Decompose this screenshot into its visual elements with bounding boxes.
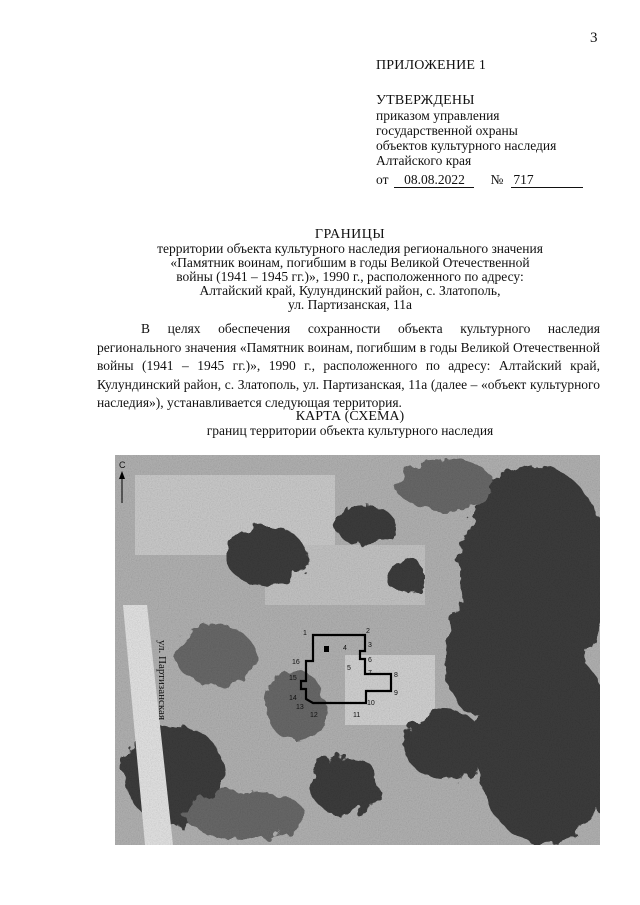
decree-number: 717 (511, 172, 583, 188)
from-label: от (376, 172, 389, 187)
title-line: «Памятник воинам, погибшим в годы Великой Отечественной (170, 255, 530, 270)
body-paragraph: В целях обеспечения сохранности объекта культурного наследия регионального значения «Памятник воинам, погибшим в годы Великой Отечественной войны (1941 – 1945 гг.)», 1990 г., расположенного по адресу: Алтайский край, Кулундинский район, с. Златополь, ул. Партизанская, 11а (далее – «объект культурного наследия»), устанавливается следующая территория. (97, 321, 600, 410)
decree-line: объектов культурного наследия (376, 138, 557, 153)
map-subheading: границ территории объекта культурного наследия (206, 423, 494, 438)
date-number-row (376, 172, 616, 188)
point-label: 9 (394, 690, 398, 697)
point-label: 3 (368, 642, 372, 649)
title-line: ул. Партизанская, 11а (288, 297, 412, 312)
decree-line: государственной охраны (376, 123, 518, 138)
title-heading: ГРАНИЦЫ (314, 227, 386, 242)
approved-label: УТВЕРЖДЕНЫ (376, 93, 475, 108)
map-title (100, 410, 600, 438)
point-label: 16 (292, 659, 300, 666)
point-label: 13 (296, 704, 304, 711)
title-line: Алтайский край, Кулундинский район, с. Златополь, (199, 283, 501, 298)
aerial-map (115, 455, 600, 845)
appendix-label: ПРИЛОЖЕНИЕ 1 (376, 58, 487, 73)
point-label: 10 (367, 700, 375, 707)
title-line: территории объекта культурного наследия регионального значения (157, 241, 543, 256)
point-label: 7 (368, 670, 372, 677)
monument-marker (324, 646, 329, 652)
point-label: 5 (347, 665, 351, 672)
map-svg (115, 455, 600, 845)
point-label: 8 (394, 672, 398, 679)
point-label: 14 (289, 695, 297, 702)
title-line: войны (1941 – 1945 гг.)», 1990 г., расположенного по адресу: (176, 269, 524, 284)
document-title (90, 228, 610, 312)
point-label: 2 (366, 628, 370, 635)
point-label: 15 (289, 675, 297, 682)
north-label: С (119, 460, 126, 470)
decree-line: Алтайского края (376, 153, 472, 168)
point-label: 1 (303, 630, 307, 637)
map-heading: КАРТА (СХЕМА) (295, 409, 405, 424)
point-label: 11 (353, 712, 361, 719)
point-label: 6 (368, 657, 372, 664)
decree-line: приказом управления (376, 108, 500, 123)
number-sign: № (490, 172, 504, 187)
point-label: 12 (310, 712, 318, 719)
decree-date: 08.08.2022 (394, 172, 474, 188)
point-label: 4 (343, 645, 347, 652)
street-label: ул. Партизанская (156, 640, 168, 720)
page-number: 3 (590, 30, 598, 46)
approval-block (376, 58, 616, 188)
